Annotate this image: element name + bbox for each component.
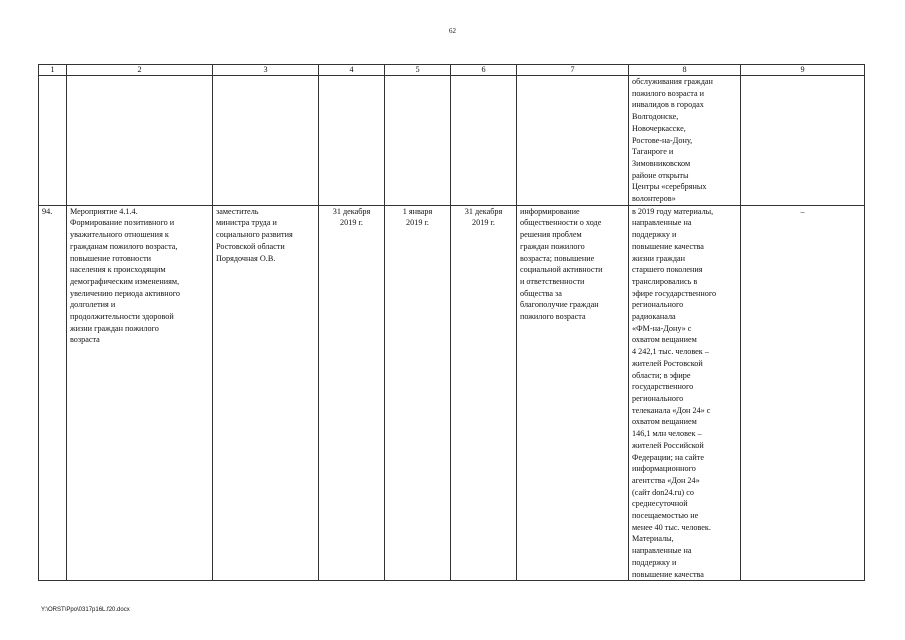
text-line: 2019 г.	[406, 218, 429, 228]
text-line: старшего поколения	[632, 265, 703, 275]
cell-measure	[67, 76, 213, 206]
text-line: в 2019 году материалы,	[632, 206, 714, 216]
footer-file-path: Y:\ORST\Ppo\0317p16L.f20.docx	[41, 607, 130, 613]
text-line: жителей Ростовской	[632, 358, 703, 368]
text-line: Формирование позитивного и	[70, 218, 175, 228]
text-line: Ростовской области	[216, 241, 285, 251]
text-line: регионального	[632, 393, 684, 403]
cell-actual-start	[385, 76, 451, 206]
text-line: районе открыты	[632, 170, 689, 180]
text-line: 2019 г.	[472, 218, 495, 228]
header-cell: 7	[517, 65, 629, 76]
text-line: Мероприятие 4.1.4.	[70, 206, 138, 216]
text-line: 1 января	[402, 206, 433, 216]
text-line: телеканала «Дон 24» с	[632, 405, 711, 415]
text-line: возраста	[70, 335, 100, 345]
text-line: инвалидов в городах	[632, 100, 704, 110]
text-line: пожилого возраста и	[632, 88, 705, 98]
header-cell: 3	[213, 65, 319, 76]
cell-expected-result	[517, 205, 629, 581]
text-line: эфире государственного	[632, 288, 717, 298]
text-line: пожилого возраста	[520, 312, 586, 322]
text-line: регионального	[632, 300, 684, 310]
text-line: демографическим изменениям,	[70, 276, 180, 286]
text-line: Зимовниковском	[632, 158, 691, 168]
text-line: социального развития	[216, 230, 293, 240]
text-line: социальной активности	[520, 265, 603, 275]
text-line: охватом вещанием	[632, 335, 697, 345]
cell-actual-end	[451, 205, 517, 581]
text-line: области; в эфире	[632, 370, 691, 380]
text-line: Материалы,	[632, 534, 674, 544]
text-line: государственного	[632, 382, 694, 392]
text-line: Центры «серебряных	[632, 182, 707, 192]
header-cell: 5	[385, 65, 451, 76]
text-line: 146,1 млн человек –	[632, 429, 702, 439]
header-cell: 2	[67, 65, 213, 76]
cell-results	[629, 76, 741, 206]
header-cell: 8	[629, 65, 741, 76]
text-line: информационного	[632, 464, 696, 474]
text-line: (сайт don24.ru) со	[632, 487, 694, 497]
text-line: 31 декабря	[464, 206, 503, 216]
text-line: Таганроге и	[632, 147, 674, 157]
cell-actual-start	[385, 205, 451, 581]
text-line: и ответственности	[520, 276, 585, 286]
text-line: заместитель	[216, 206, 259, 216]
cell-num	[39, 76, 67, 206]
text-line: 31 декабря	[332, 206, 371, 216]
cell-num: 94.	[39, 205, 67, 581]
text-line: охватом вещанием	[632, 417, 697, 427]
text-line: Порядочная О.В.	[216, 253, 276, 263]
text-line: радиоканала	[632, 312, 676, 322]
text-line: благополучие граждан	[520, 300, 599, 310]
text-line: повышение готовности	[70, 253, 152, 263]
cell-notes: –	[741, 205, 865, 581]
cell-planned-end	[319, 205, 385, 581]
column-number-header	[39, 65, 865, 76]
text-line: 2019 г.	[340, 218, 363, 228]
text-line: агентства «Дон 24»	[632, 475, 700, 485]
table-row-94	[39, 205, 865, 581]
text-line: Федерации; на сайте	[632, 452, 705, 462]
header-cell: 6	[451, 65, 517, 76]
text-line: возраста; повышение	[520, 253, 595, 263]
table-row-continuation	[39, 76, 865, 206]
text-line: волонтеров»	[632, 194, 676, 204]
cell-responsible	[213, 76, 319, 206]
text-line: транслировались в	[632, 276, 698, 286]
cell-responsible	[213, 205, 319, 581]
text-line: общественности о ходе	[520, 218, 602, 228]
header-cell: 1	[39, 65, 67, 76]
text-line: продолжительности здоровой	[70, 312, 174, 322]
text-line: среднесуточной	[632, 499, 688, 509]
cell-results	[629, 205, 741, 581]
text-line: поддержку и	[632, 230, 677, 240]
text-line: Ростове-на-Дону,	[632, 135, 693, 145]
text-line: жителей Российской	[632, 440, 704, 450]
text-line: посещаемостью не	[632, 511, 699, 521]
cell-notes	[741, 76, 865, 206]
text-line: жизни граждан	[632, 253, 686, 263]
text-line: решения проблем	[520, 230, 582, 240]
text-line: населения к происходящим	[70, 265, 166, 275]
measures-table	[38, 64, 865, 581]
text-line: информирование	[520, 206, 580, 216]
header-cell: 9	[741, 65, 865, 76]
text-line: поддержку и	[632, 557, 677, 567]
text-line: менее 40 тыс. человек.	[632, 522, 711, 532]
page-number: 62	[449, 27, 456, 35]
text-line: Новочеркасске,	[632, 123, 686, 133]
text-line: граждан пожилого	[520, 241, 585, 251]
text-line: 4 242,1 тыс. человек –	[632, 347, 709, 357]
text-line: общества за	[520, 288, 562, 298]
cell-expected-result	[517, 76, 629, 206]
text-line: направленные на	[632, 218, 692, 228]
text-line: «ФМ-на-Дону» с	[632, 323, 692, 333]
text-line: увеличению периода активного	[70, 288, 180, 298]
text-line: обслуживания граждан	[632, 77, 713, 86]
text-line: жизни граждан пожилого	[70, 323, 159, 333]
header-cell: 4	[319, 65, 385, 76]
text-line: уважительного отношения к	[70, 230, 169, 240]
text-line: повышение качества	[632, 569, 704, 579]
cell-planned-end	[319, 76, 385, 206]
text-line: направленные на	[632, 546, 692, 556]
text-line: гражданам пожилого возраста,	[70, 241, 178, 251]
text-line: долголетия и	[70, 300, 116, 310]
cell-measure	[67, 205, 213, 581]
cell-actual-end	[451, 76, 517, 206]
text-line: повышение качества	[632, 241, 704, 251]
text-line: Волгодонске,	[632, 112, 679, 122]
text-line: министра труда и	[216, 218, 277, 228]
